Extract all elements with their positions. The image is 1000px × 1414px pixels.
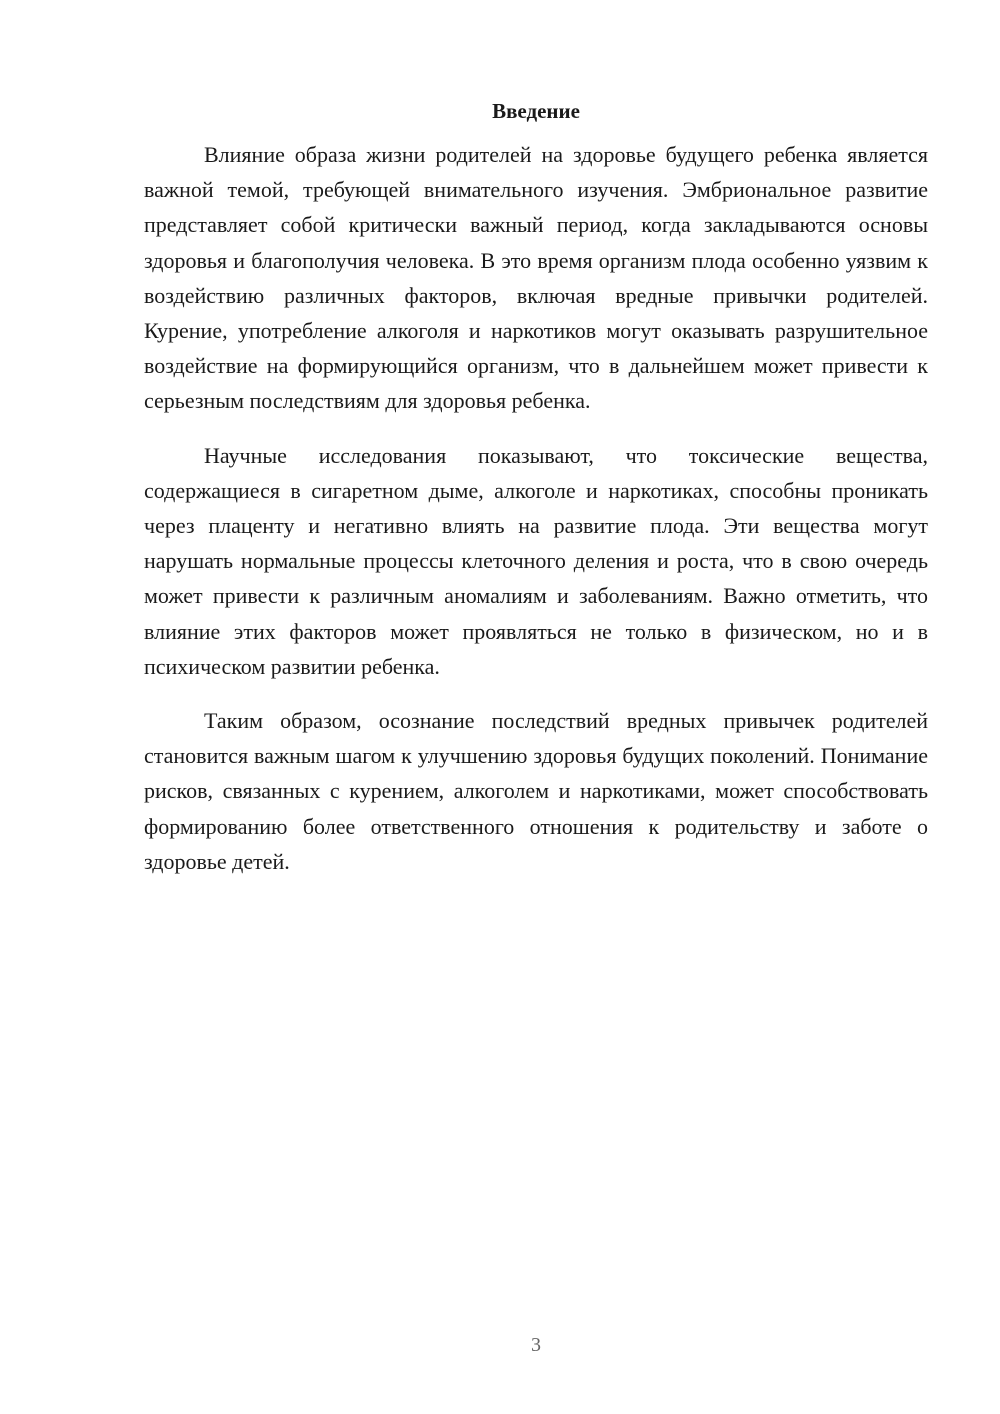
section-heading: Введение bbox=[492, 99, 580, 123]
document-body bbox=[144, 95, 928, 879]
paragraph-3: Таким образом, осознание последствий вредных привычек родителей становится важным шагом к улучшению здоровья будущих поколений. Понимание рисков, связанных с курением, алкоголем и наркотиками, может способствовать формированию более ответственного отношения к родительству и заботе о здоровье детей. bbox=[144, 708, 928, 874]
page-number: 3 bbox=[531, 1334, 541, 1356]
paragraph-2: Научные исследования показывают, что токсические вещества, содержащиеся в сигаретном дыме, алкоголе и наркотиках, способны проникать через плаценту и негативно влиять на развитие плода. Эти вещества могут нарушать нормальные процессы клеточного деления и роста, что в свою очередь может привести к различным аномалиям и заболеваниям. Важно отметить, что влияние этих факторов может проявляться не только в физическом, но и в психическом развитии ребенка. bbox=[144, 442, 928, 679]
paragraph-1: Влияние образа жизни родителей на здоровье будущего ребенка является важной темой, требующей внимательного изучения. Эмбриональное развитие представляет собой критически важный период, когда закладываются основы здоровья и благополучия человека. В это время организм плода особенно уязвим к воздействию различных факторов, включая вредные привычки родителей. Курение, употребление алкоголя и наркотиков могут оказывать разрушительное воздействие на формирующийся организм, что в дальнейшем может привести к серьезным последствиям для здоровья ребенка. bbox=[144, 142, 928, 414]
